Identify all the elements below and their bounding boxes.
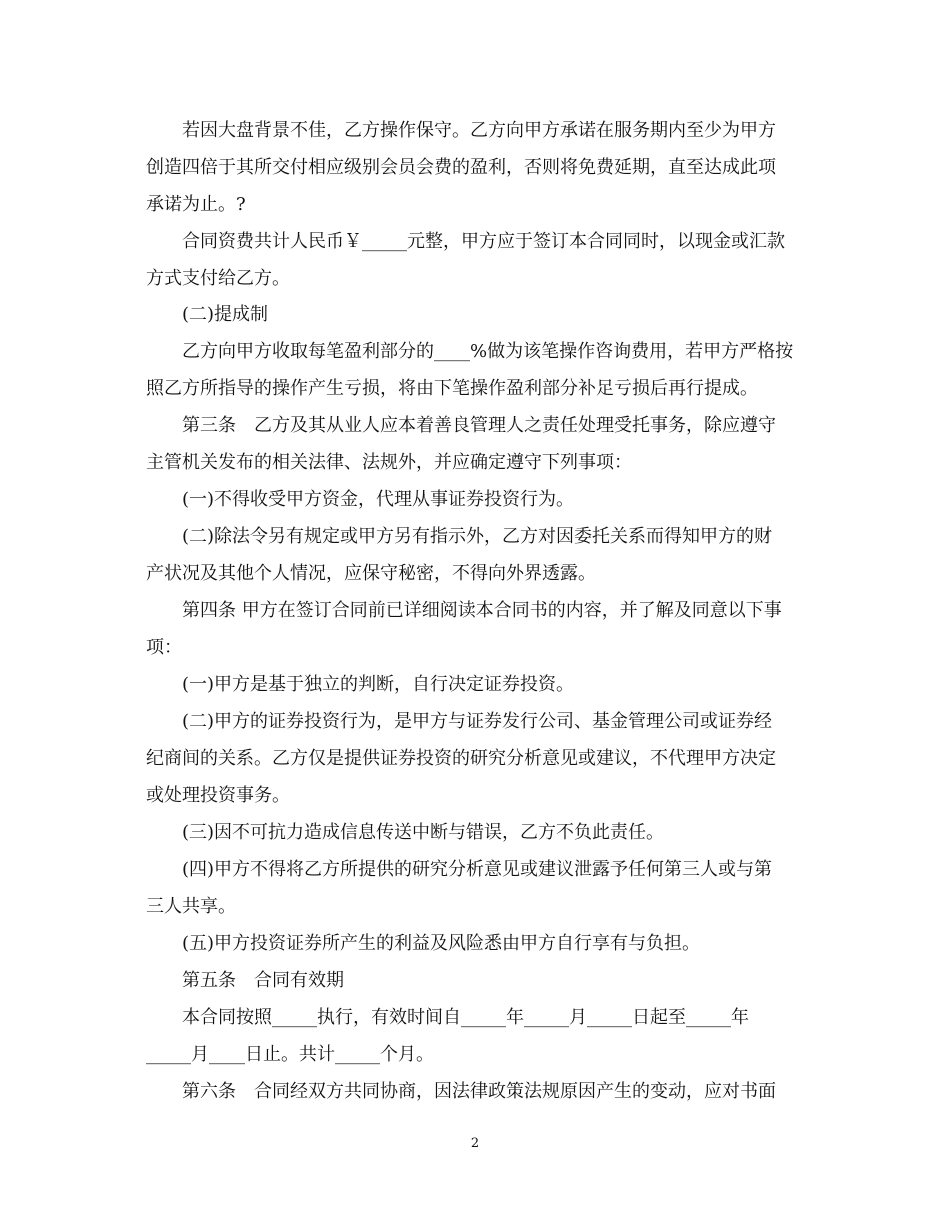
text-line: 若因大盘背景不佳，乙方操作保守。乙方向甲方承诺在服务期内至少为甲方 xyxy=(182,120,776,141)
list-item: (一)甲方是基于独立的判断，自行决定证券投资。 xyxy=(182,674,575,695)
text-line: 创造四倍于其所交付相应级别会员会费的盈利，否则将免费延期，直至达成此项 xyxy=(146,157,776,178)
text-line: 纪商间的关系。乙方仅是提供证券投资的研究分析意见或建议，不代理甲方决定 xyxy=(146,748,776,769)
list-item: (二)除法令另有规定或甲方另有指示外，乙方对因委托关系而得知甲方的财 xyxy=(182,526,773,547)
article-line: 第六条 合同经双方共同协商，因法律政策法规原因产生的变动，应对书面 xyxy=(182,1081,776,1102)
page-number: 2 xyxy=(470,1136,480,1151)
text-line: 本合同按照_____执行，有效时间自_____年_____月_____日起至_____年 xyxy=(182,1007,749,1028)
list-item: (五)甲方投资证券所产生的利益及风险悉由甲方自行享有与负担。 xyxy=(182,933,701,954)
article-line: 第四条 甲方在签订合同前已详细阅读本合同书的内容，并了解及同意以下事 xyxy=(182,600,782,621)
article-line: 第三条 乙方及其从业人应本着善良管理人之责任处理受托事务，除应遵守 xyxy=(182,415,776,436)
text-line: 或处理投资事务。 xyxy=(146,785,290,806)
text-line: 乙方向甲方收取每笔盈利部分的____%做为该笔操作咨询费用，若甲方严格按 xyxy=(182,341,794,362)
list-item: (二)甲方的证券投资行为，是甲方与证券发行公司、基金管理公司或证券经 xyxy=(182,711,773,732)
text-line: 方式支付给乙方。 xyxy=(146,268,290,289)
text-line: _____月____日止。共计_____个月。 xyxy=(146,1044,434,1065)
text-line: 项： xyxy=(146,637,182,658)
article-line: 第五条 合同有效期 xyxy=(182,970,344,991)
section-heading: (二)提成制 xyxy=(182,304,269,325)
text-line: 照乙方所指导的操作产生亏损，将由下笔操作盈利部分补足亏损后再行提成。 xyxy=(146,378,758,399)
text-line: 三人共享。 xyxy=(146,896,236,917)
text-line: 承诺为止。? xyxy=(146,194,246,215)
text-line: 合同资费共计人民币￥_____元整，甲方应于签订本合同同时，以现金或汇款 xyxy=(182,231,785,252)
list-item: (三)因不可抗力造成信息传送中断与错误，乙方不负此责任。 xyxy=(182,822,665,843)
text-line: 主管机关发布的相关法律、法规外，并应确定遵守下列事项： xyxy=(146,452,632,473)
list-item: (四)甲方不得将乙方所提供的研究分析意见或建议泄露予任何第三人或与第 xyxy=(182,859,773,880)
list-item: (一)不得收受甲方资金，代理从事证券投资行为。 xyxy=(182,489,575,510)
text-line: 产状况及其他个人情况，应保守秘密，不得向外界透露。 xyxy=(146,563,596,584)
